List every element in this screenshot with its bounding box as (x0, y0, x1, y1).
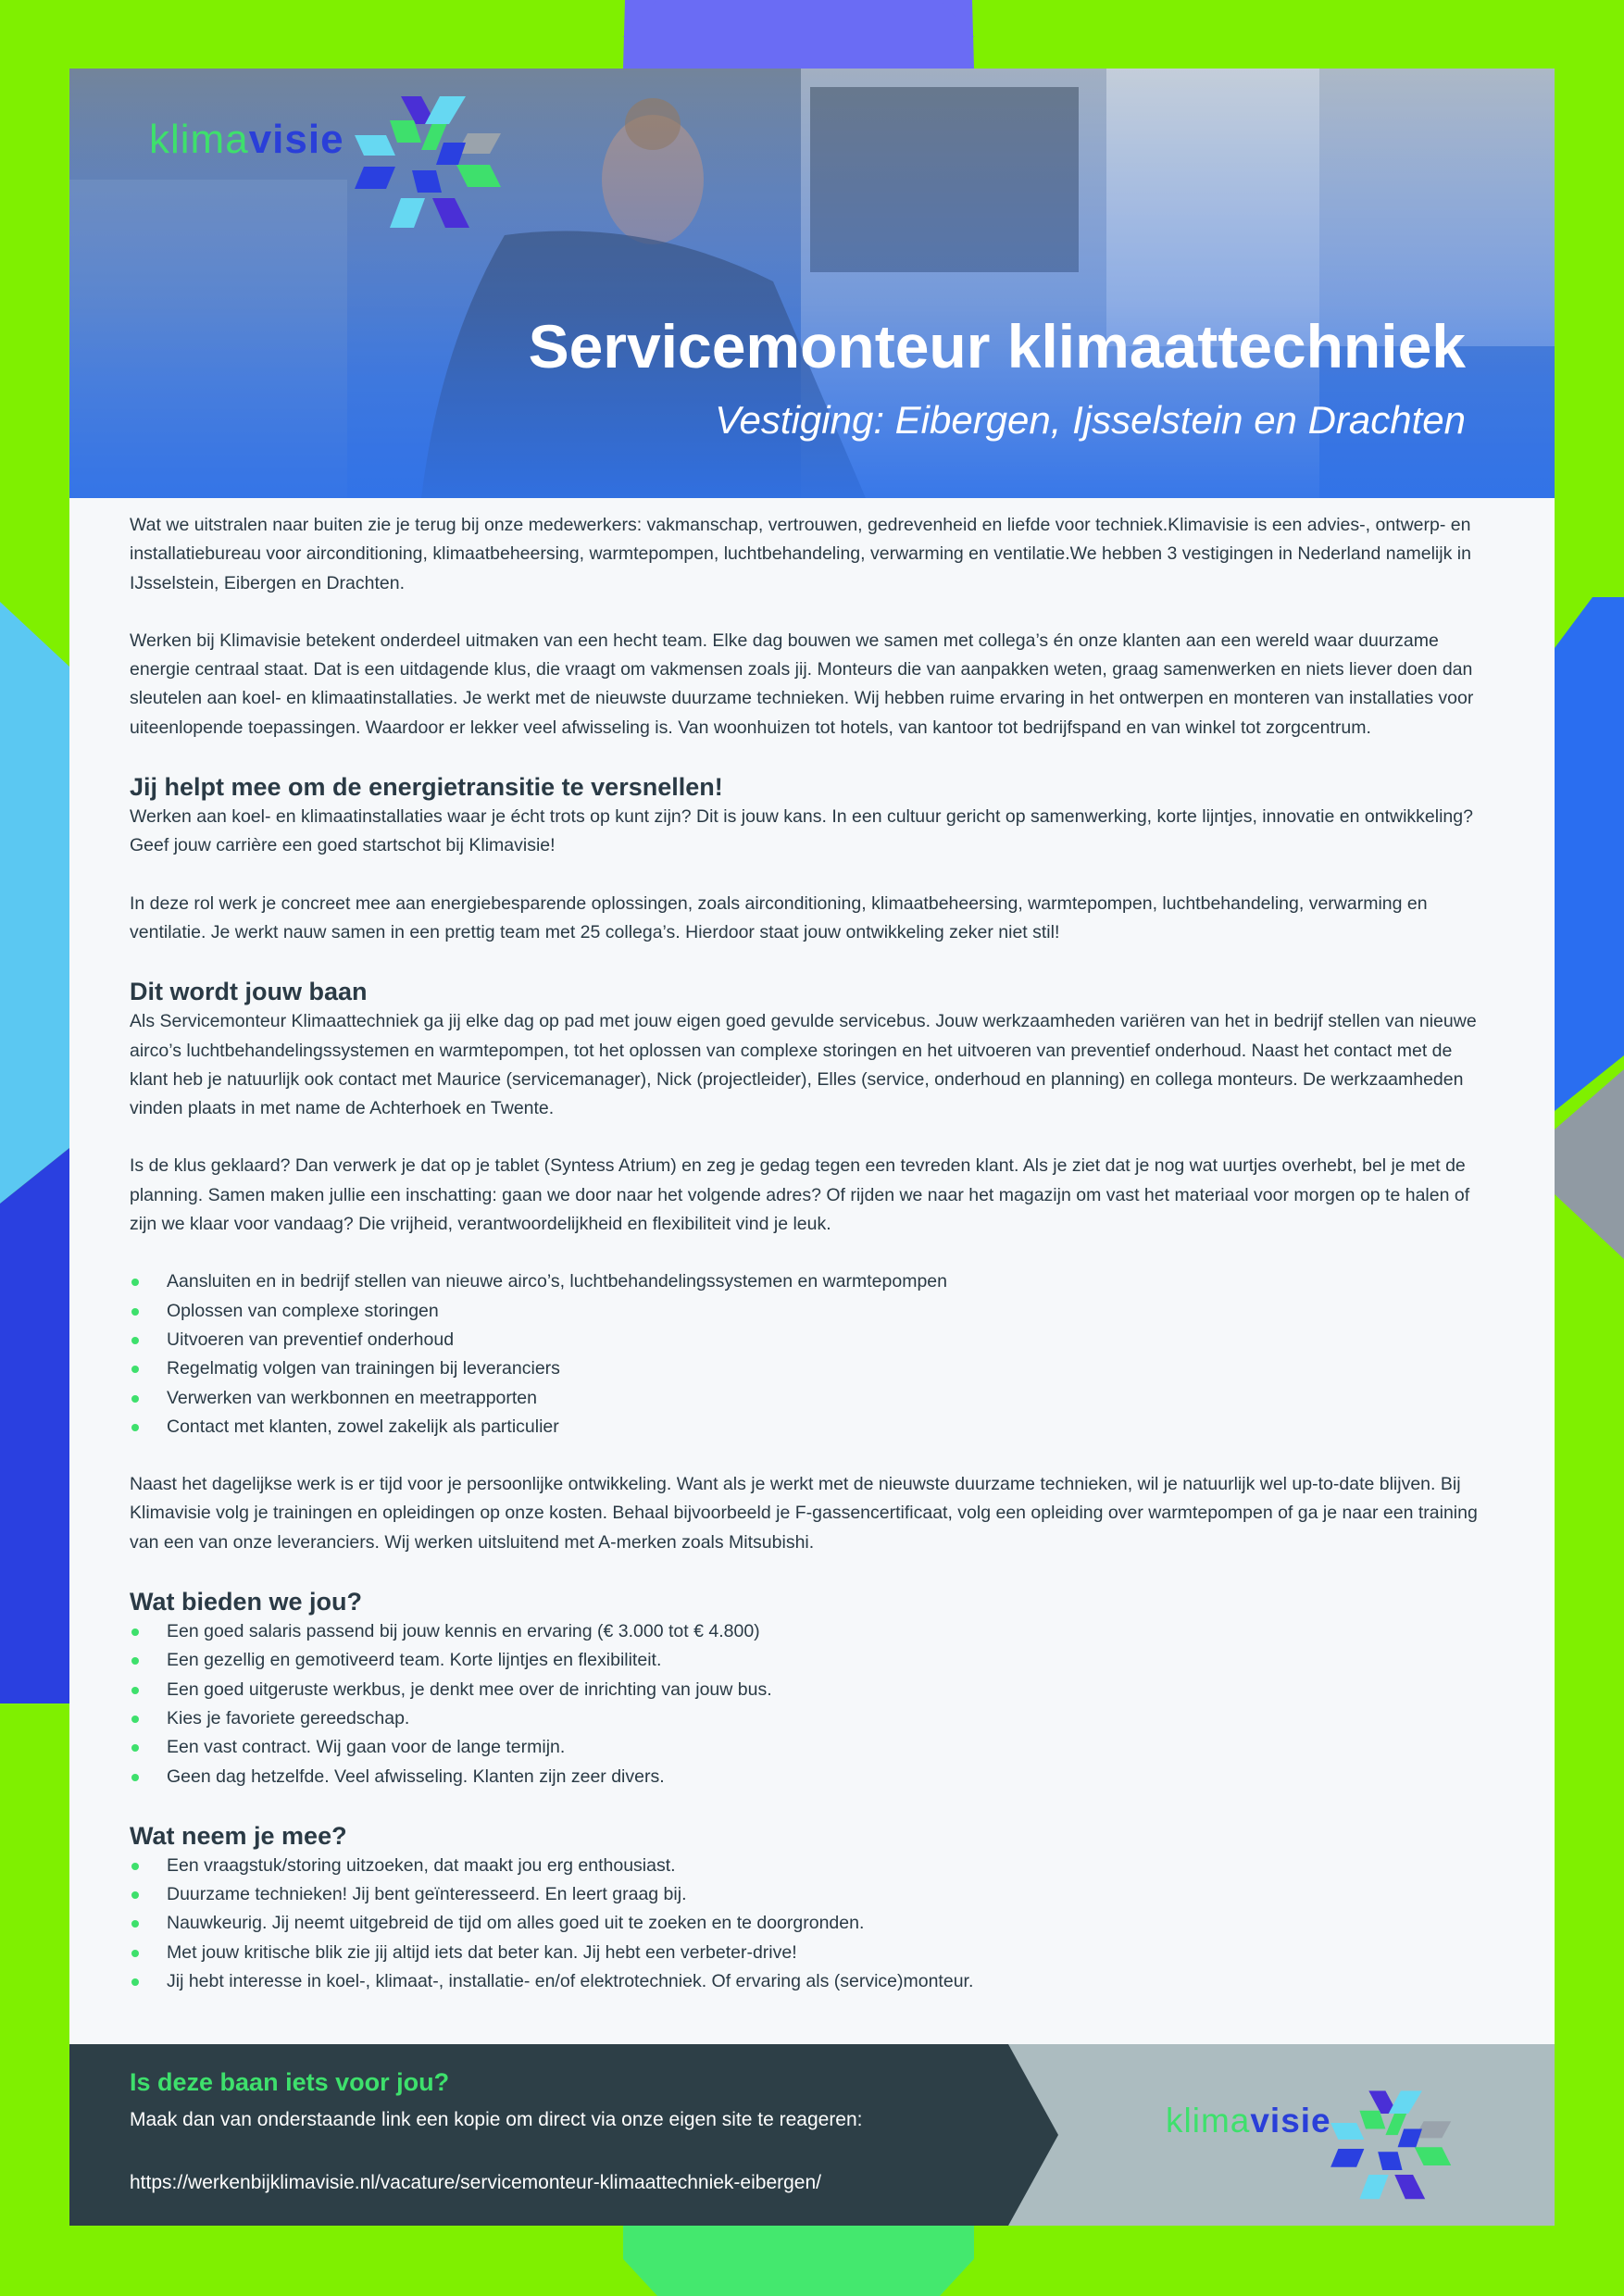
list-item: Een goed salaris passend bij jouw kennis en ervaring (€ 3.000 tot € 4.800) (130, 1617, 1491, 1646)
job-paragraph-2: Is de klus geklaard? Dan verwerk je dat op je tablet (Syntess Atrium) en zeg je gedag tegen een tevreden klant. Als je ziet dat je nog wat uurtjes overhebt, bel je met de planning. Samen maken jullie een inschatting: gaan we door naar het volgende adres? Of rijden we naar het magazijn om vast het materiaal voor morgen op te halen of zijn we klaar voor vandaag? Die vrijheid, verantwoordelijkheid en flexibiliteit vind je leuk. (130, 1155, 1470, 1235)
job-title: Servicemonteur klimaattechniek (528, 312, 1466, 381)
job-paragraph-3: Naast het dagelijkse werk is er tijd voor je persoonlijke ontwikkeling. Want als je werkt met de nieuwste duurzame technieken, wil je natuurlijk wel up-to-date blijven. Bij Klimavisie volg je trainingen en opleidingen op onze kosten. Behaal bijvoorbeeld je F-gassencertificaat, volg een opleiding over warmtepompen of ga je naar een training van een van onze leveranciers. Wij werken uitsluitend met A-merken zoals Mitsubishi. (130, 1474, 1478, 1553)
list-item: Oplossen van complexe storingen (130, 1297, 1491, 1326)
list-item: Een vast contract. Wij gaan voor de lange termijn. (130, 1733, 1491, 1762)
list-item: Een goed uitgeruste werkbus, je denkt mee over de inrichting van jouw bus. (130, 1676, 1491, 1704)
list-item: Een vraagstuk/storing uitzoeken, dat maakt jou erg enthousiast. (130, 1852, 1491, 1880)
left-blue-shape (0, 1148, 69, 1703)
apply-heading: Is deze baan iets voor jou? (130, 2068, 450, 2096)
list-item: Aansluiten en in bedrijf stellen van nieuwe airco’s, luchtbehandelingssystemen en warmtepompen (130, 1267, 1491, 1296)
header-banner (69, 69, 1555, 498)
list-item: Verwerken van werkbonnen en meetrapporten (130, 1384, 1491, 1413)
offer-list (130, 1617, 1491, 1791)
footer-klimavisie-logo: klimavisie (1166, 2102, 1331, 2140)
klimavisie-logo: klimavisie (149, 117, 344, 162)
list-item: Contact met klanten, zowel zakelijk als particulier (130, 1413, 1491, 1441)
heading-your-job: Dit wordt jouw baan (130, 978, 368, 1006)
job-paragraph-1: Als Servicemonteur Klimaattechniek ga jij elke dag op pad met jouw eigen goed gevulde servicebus. Jouw werkzaamheden variëren van het in bedrijf stellen van nieuwe airco’s luchtbehandelingssystemen en warmtepompen, tot het oplossen van complexe storingen en het uitvoeren van preventief onderhoud. Naast het contact met de klant heb je natuurlijk ook contact met Maurice (servicemanager), Nick (projectleider), Elles (service, onderhoud en planning) en collega monteurs. De werkzaamheden vinden plaats in met name de Achterhoek en Twente. (130, 1011, 1477, 1119)
list-item: Duurzame technieken! Jij bent geïnteresseerd. En leert graag bij. (130, 1880, 1491, 1909)
bottom-green-shape (623, 2226, 974, 2296)
intro-paragraph-1: Wat we uitstralen naar buiten zie je terug bij onze medewerkers: vakmanschap, vertrouwen, gedrevenheid en liefde voor techniek.Klimavisie is een advies-, ontwerp- en installatiebureau voor airconditioning, klimaatbeheersing, warmtepompen, luchtbehandeling, verwarming en ventilatie.We hebben 3 vestigingen in Nederland namelijk in IJsselstein, Eibergen en Drachten. (130, 515, 1471, 593)
list-item: Met jouw kritische blik zie jij altijd iets dat beter kan. Jij hebt een verbeter-drive! (130, 1939, 1491, 1967)
heading-requirements: Wat neem je mee? (130, 1821, 347, 1850)
heading-what-we-offer: Wat bieden we jou? (130, 1588, 363, 1616)
list-item: Kies je favoriete gereedschap. (130, 1704, 1491, 1733)
list-item: Uitvoeren van preventief onderhoud (130, 1326, 1491, 1354)
requirements-list (130, 1852, 1491, 1996)
vacancy-body (130, 511, 1491, 2025)
list-item: Geen dag hetzelfde. Veel afwisseling. Klanten zijn zeer divers. (130, 1763, 1491, 1791)
task-list (130, 1267, 1491, 1441)
apply-instructions: Maak dan van onderstaande link een kopie om direct via onze eigen site te reageren: (130, 2109, 863, 2130)
footer-logo-star-icon (1327, 2079, 1456, 2209)
list-item: Jij hebt interesse in koel-, klimaat-, installatie- en/of elektrotechniek. Of ervaring als (service)monteur. (130, 1967, 1491, 1996)
apply-footer (69, 2044, 1555, 2226)
logo-star-icon (350, 82, 507, 240)
right-blue-shape (1555, 597, 1624, 1111)
intro-paragraph-2: Werken bij Klimavisie betekent onderdeel uitmaken van een hecht team. Elke dag bouwen we samen met collega’s én onze klanten aan een wereld waar duurzame energie centraal staat. Dat is een uitdagende klus, die vraagt om vakmensen zoals jij. Monteurs die van aanpakken weten, graag samenwerken en niets liever doen dan sleutelen aan koel- en klimaatinstallaties. Je werkt met de nieuwste duurzame technieken. Wij hebben ruime ervaring in het ontwerpen en monteren van installaties voor uiteenlopende toepassingen. Waardoor er lekker veel afwisseling is. Van woonhuizen tot hotels, van kantoor tot bedrijfspand en van winkel tot zorgcentrum. (130, 630, 1474, 738)
list-item: Nauwkeurig. Jij neemt uitgebreid de tijd om alles goed uit te zoeken en te doorgronden. (130, 1909, 1491, 1938)
left-cyan-shape (0, 602, 69, 1204)
energy-paragraph-2: In deze rol werk je concreet mee aan energiebesparende oplossingen, zoals airconditioning, klimaatbeheersing, warmtepompen, luchtbehandeling, verwarming en ventilatie. Je werkt nauw samen in een prettig team met 25 collega’s. Hierdoor staat jouw ontwikkeling zeker niet stil! (130, 892, 1428, 942)
vacancy-sheet (69, 69, 1555, 2226)
list-item: Een gezellig en gemotiveerd team. Korte lijntjes en flexibiliteit. (130, 1646, 1491, 1675)
list-item: Regelmatig volgen van trainingen bij leveranciers (130, 1354, 1491, 1383)
heading-energy-transition: Jij helpt mee om de energietransitie te versnellen! (130, 773, 723, 802)
apply-link[interactable]: https://werkenbijklimavisie.nl/vacature/servicemonteur-klimaattechniek-eibergen/ (130, 2172, 821, 2193)
energy-paragraph-1: Werken aan koel- en klimaatinstallaties waar je écht trots op kunt zijn? Dit is jouw kans. In een cultuur gericht op samenwerking, korte lijntjes, innovatie en ontwikkeling? Geef jouw carrière een goed startschot bij Klimavisie! (130, 806, 1473, 856)
job-location: Vestiging: Eibergen, Ijsselstein en Drachten (715, 398, 1466, 442)
